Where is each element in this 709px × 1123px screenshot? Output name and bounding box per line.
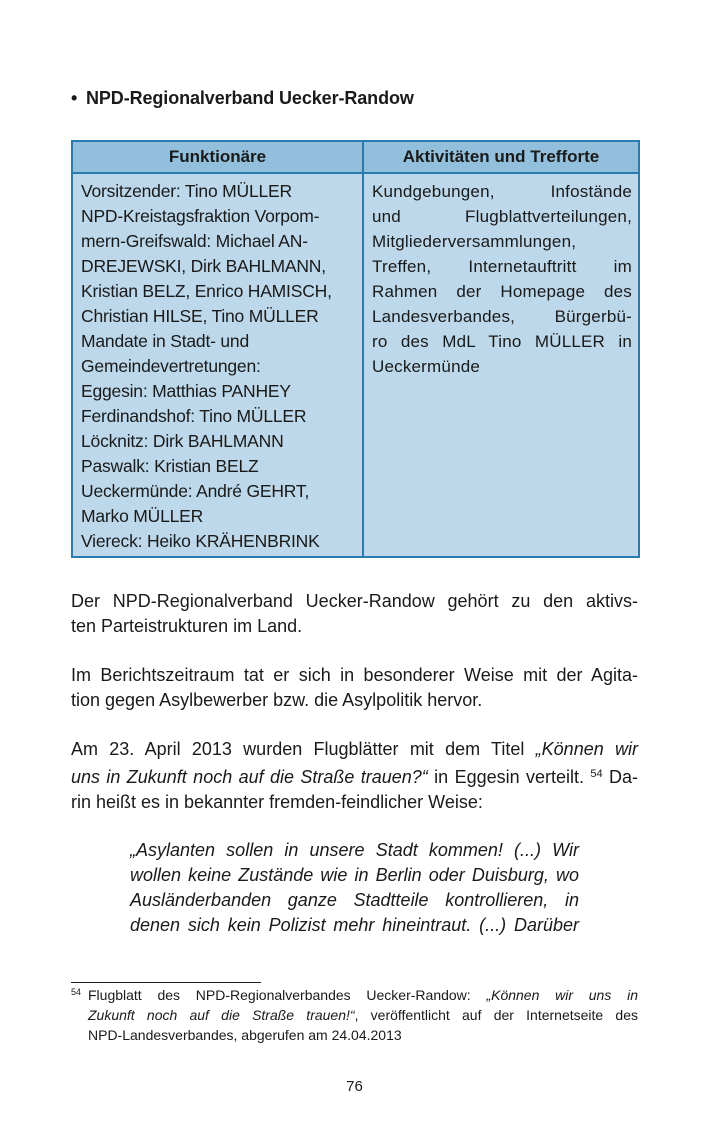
footnote-body — [88, 985, 638, 1045]
cell-line: NPD-Kreistagsfraktion Vorpom- — [81, 206, 320, 226]
cell-line: Rahmen der Homepage des — [372, 282, 632, 301]
text-line: rin heißt es in bekannter fremden-feindlicher Weise: — [71, 792, 483, 812]
text-line: ten Parteistrukturen im Land. — [71, 616, 303, 636]
functionaries-cell — [72, 173, 363, 557]
cell-line: Ueckermünde: André GEHRT, — [81, 481, 310, 501]
table-row — [72, 173, 639, 557]
cell-line: Ferdinandshof: Tino MÜLLER — [81, 406, 307, 426]
footnote-line — [88, 1005, 638, 1025]
footnote-title-part2: Zukunft noch auf die Straße trauen!“ — [88, 1007, 355, 1023]
footnote-line — [88, 985, 638, 1005]
footnote-divider — [71, 982, 261, 983]
cell-line: Viereck: Heiko KRÄHENBRINK — [81, 531, 320, 551]
cell-line: Kristian BELZ, Enrico HAMISCH, — [81, 281, 332, 301]
footnote-title-part1: „Können wir uns in — [486, 987, 639, 1003]
bullet-icon: • — [71, 88, 78, 108]
header-functionaries: Funktionäre — [72, 141, 363, 173]
text-line: tion gegen Asylbewerber bzw. die Asylpolitik hervor. — [71, 690, 483, 710]
quote-line: denen sich kein Polizist mehr hineintraut. (...) Darüber — [130, 915, 579, 935]
footnote-number: 54 — [71, 987, 82, 997]
cell-line: ro des MdL Tino MÜLLER in — [372, 332, 632, 351]
quote-line: Ausländerbanden ganze Stadtteile kontrollieren, in — [130, 890, 579, 910]
activities-cell — [363, 173, 639, 557]
section-heading — [71, 88, 414, 109]
cell-line: Löcknitz: Dirk BAHLMANN — [81, 431, 284, 451]
text-line — [71, 737, 638, 762]
cell-line: Kundgebungen, Infostände — [372, 182, 632, 201]
cell-line: Marko MÜLLER — [81, 506, 204, 526]
cell-line: Mitgliederversammlungen, — [372, 232, 577, 251]
footnote-reference[interactable]: 54 — [590, 768, 603, 780]
block-quote — [130, 838, 579, 938]
cell-line: Paswalk: Kristian BELZ — [81, 456, 259, 476]
cell-line: Ueckermünde — [372, 357, 481, 376]
quote-line: wollen keine Zustände wie in Berlin oder Duisburg, wo — [130, 865, 579, 885]
footnote-line: NPD-Landesverbandes, abgerufen am 24.04.2013 — [88, 1027, 402, 1043]
footnote — [71, 985, 638, 1045]
cell-line: und Flugblattverteilungen, — [372, 207, 632, 226]
text-span: in Eggesin verteilt. — [427, 767, 591, 787]
text-span: Flugblatt des NPD-Regionalverbandes Uecker-Randow: — [88, 987, 487, 1003]
flyer-title-part2: uns in Zukunft noch auf die Straße trauen?“ — [71, 767, 428, 787]
flyer-title-part1: „Können wir — [535, 739, 638, 759]
header-activities: Aktivitäten und Trefforte — [363, 141, 639, 173]
text-line: Der NPD-Regionalverband Uecker-Randow gehört zu den aktivs- — [71, 591, 638, 611]
cell-line: Christian HILSE, Tino MÜLLER — [81, 306, 319, 326]
text-line — [71, 762, 638, 790]
cell-line: Treffen, Internetauftritt im — [372, 257, 632, 276]
cell-line: Gemeindevertretungen: — [81, 356, 261, 376]
cell-line: Vorsitzender: Tino MÜLLER — [81, 181, 292, 201]
paragraph-3 — [71, 737, 638, 815]
heading-text: NPD-Regionalverband Uecker-Randow — [86, 88, 414, 108]
page-number: 76 — [346, 1078, 363, 1095]
text-span: Am 23. April 2013 wurden Flugblätter mit dem Titel — [71, 739, 536, 759]
text-line: Im Berichtszeitraum tat er sich in besonderer Weise mit der Agita- — [71, 665, 638, 685]
table-header-row — [72, 141, 639, 173]
paragraph-1 — [71, 589, 638, 639]
cell-line: Mandate in Stadt- und — [81, 331, 249, 351]
cell-line: mern-Greifswald: Michael AN- — [81, 231, 308, 251]
paragraph-2 — [71, 663, 638, 713]
cell-line: Landesverbandes, Bürgerbü- — [372, 307, 632, 326]
cell-line: DREJEWSKI, Dirk BAHLMANN, — [81, 256, 326, 276]
functionaries-table — [71, 140, 640, 558]
text-span: Da- — [602, 767, 639, 787]
text-span: , veröffentlicht auf der Internetseite des — [354, 1007, 638, 1023]
quote-line: „Asylanten sollen in unsere Stadt kommen! (...) Wir — [130, 840, 579, 860]
cell-line: Eggesin: Matthias PANHEY — [81, 381, 291, 401]
